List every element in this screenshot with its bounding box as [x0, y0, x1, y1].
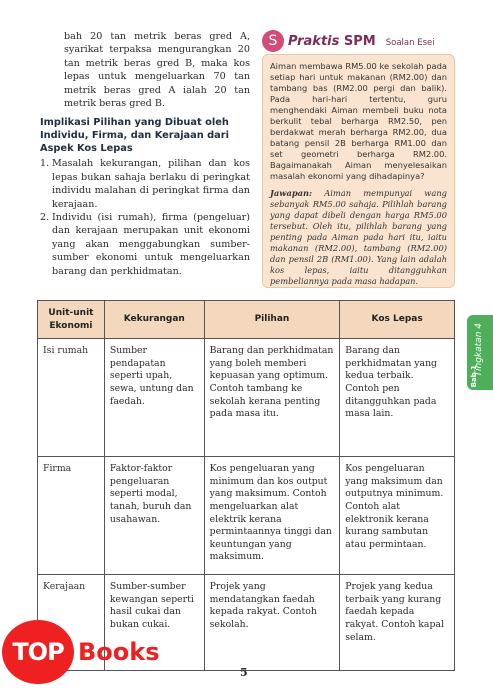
praktis-tag: Soalan Esei	[385, 37, 435, 48]
chapter-side-tab	[467, 315, 493, 390]
table-cell: Sumber pendapatan seperti upah, sewa, untung dan faedah.	[104, 339, 204, 457]
page-number: 5	[240, 666, 248, 679]
table-cell: Kos pengeluaran yang minimum dan kos output yang maksimum. Contoh mengeluarkan alat elektrik kerana permintaannya tinggi dan keuntungan yang maksimum.	[204, 457, 340, 575]
topbooks-watermark-logo: TOP Books	[2, 620, 160, 684]
header-kos-lepas: Kos Lepas	[340, 301, 455, 339]
table-cell: Barang dan perkhidmatan yang kedua terbaik. Contoh pen ditangguhkan pada masa lain.	[340, 339, 455, 457]
table-row	[38, 339, 455, 457]
table-header-row	[38, 301, 455, 339]
list-item	[40, 211, 250, 278]
praktis-question: Aiman membawa RM5.00 ke sekolah pada setiap hari untuk makanan (RM2.00) dan tambang bas (RM2.00 pergi dan balik). Pada hari-hari tertentu, guru menghendaki Aiman membeli buku nota berkulit tebal berharga RM2.50, pen berdakwat merah berharga RM2.00, dua batang pensil 2B berharga RM1.00 dan set geometri berharga RM2.00. Bagaimanakah Aiman menyelesaikan masalah ekonomi yang dihadapinya?	[270, 61, 447, 181]
answer-label: Jawapan:	[270, 188, 313, 198]
table-cell: Barang dan perkhidmatan yang boleh memberi kepuasan yang optimum. Contoh tambang ke sekolah kerana penting pada masa itu.	[204, 339, 340, 457]
praktis-spm-box	[262, 28, 455, 288]
list-text: Individu (isi rumah), firma (pengeluar) dan kerajaan merupakan unit ekonomi yang akan menggabungkan sumber-sumber ekonomi untuk mengeluarkan barang dan perkhidmatan.	[52, 212, 250, 277]
section-title: Implikasi Pilihan yang Dibuat oleh Individu, Firma, dan Kerajaan dari Aspek Kos Lepas	[40, 117, 229, 155]
header-unit: Unit-unit Ekonomi	[38, 301, 105, 339]
economic-units-table	[37, 300, 455, 671]
list-text: Masalah kekurangan, pilihan dan kos lepas bukan sahaja berlaku di peringkat individu malahan di peringkat firma dan kerajaan.	[52, 158, 250, 210]
header-kekurangan: Kekurangan	[104, 301, 204, 339]
table-cell: Kos pengeluaran yang maksimum dan outputnya minimum. Contoh alat elektronik kerana kurang sambutan atau permintaan.	[340, 457, 455, 575]
table-row	[38, 457, 455, 575]
table-cell: Isi rumah	[38, 339, 105, 457]
praktis-title: Praktis SPM	[288, 33, 376, 49]
list-number: 1.	[40, 158, 50, 170]
table-cell: Faktor-faktor pengeluaran seperti modal, tanah, buruh dan usahawan.	[104, 457, 204, 575]
praktis-body	[262, 54, 455, 288]
left-column	[40, 30, 250, 278]
praktis-logo-icon: S	[262, 30, 284, 52]
table-cell: Projek yang mendatangkan faedah kepada rakyat. Contoh sekolah.	[204, 575, 340, 671]
form-label: Tingkatan 4	[474, 323, 484, 377]
table-cell: Firma	[38, 457, 105, 575]
chapter-label: Bab 1	[470, 365, 478, 388]
list-number: 2.	[40, 212, 50, 224]
table-cell: Projek yang kedua terbaik yang kurang faedah kepada rakyat. Contoh kapal selam.	[340, 575, 455, 671]
continuation-paragraph: bah 20 tan metrik beras gred A, syarikat terpaksa mengurangkan 20 tan metrik beras gred B, maka kos lepas untuk mengeluarkan 70 tan metrik beras gred A ialah 20 tan metrik beras gred B.	[64, 31, 250, 110]
praktis-header	[262, 28, 455, 54]
header-pilihan: Pilihan	[204, 301, 340, 339]
table-cell: Kerajaan	[38, 575, 105, 671]
list-item	[40, 157, 250, 211]
table-cell: Sumber-sumber kewangan seperti hasil cukai dan bukan cukai.	[104, 575, 204, 671]
praktis-answer: Jawapan: Aiman mempunyai wang sebanyak RM5.00 sahaja. Pilihlah barang yang dapat dibeli dengan harga RM5.00 tersebut. Oleh itu, pilihlah barang yang penting pada Aiman pada hari itu, iaitu makanan (RM2.00), tambang (RM2.00) dan pensil 2B (RM1.00). Yang lain adalah kos lepas, iaitu ditangguhkan pembeliannya pada masa hadapan.	[270, 188, 447, 286]
numbered-list	[40, 157, 250, 278]
